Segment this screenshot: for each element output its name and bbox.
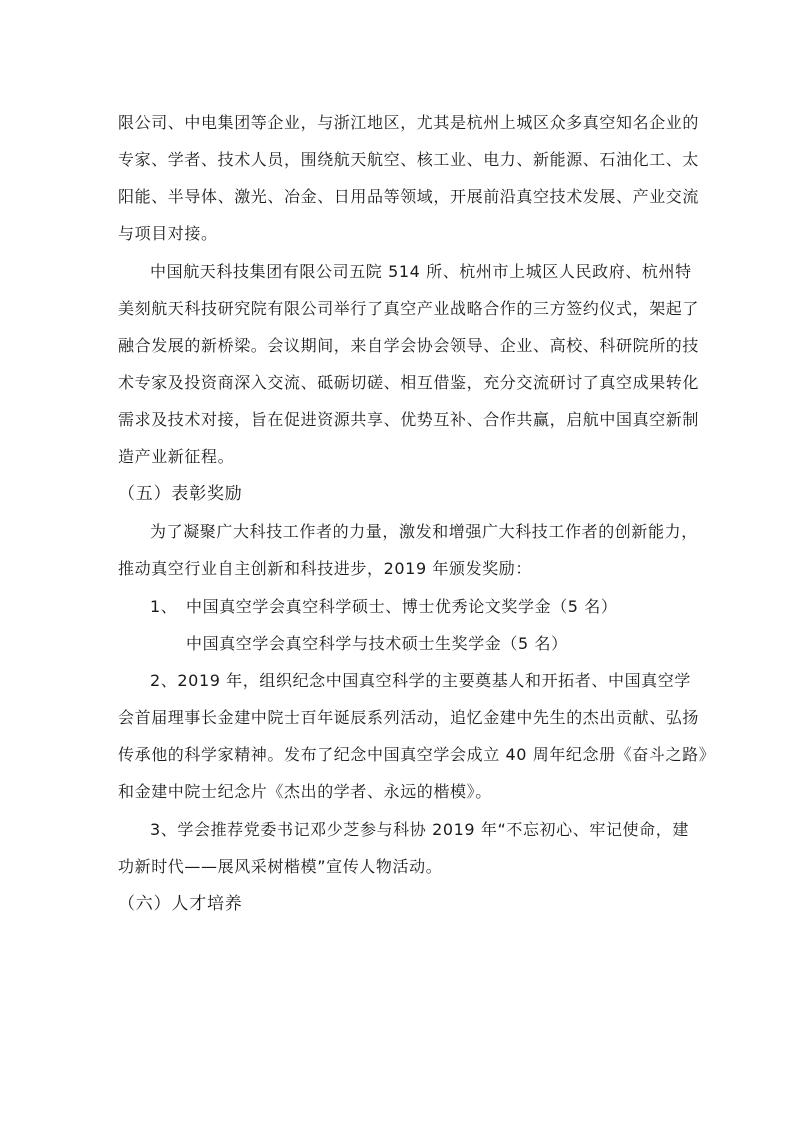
paragraph-line: 和金建中院士纪念片《杰出的学者、永远的楷模》。 [118, 782, 492, 801]
paragraph-line: 融合发展的新桥梁。会议期间，来自学会协会领导、企业、高校、科研院所的技 [118, 336, 700, 355]
paragraph-line: 推动真空行业自主创新和科技进步，2019 年颁发奖励： [118, 559, 533, 578]
paragraph-line: 3、学会推荐党委书记邓少芝参与科协 2019 年“不忘初心、牢记使命，建 [150, 820, 689, 839]
section-heading-talent: （六）人才培养 [118, 894, 243, 914]
award-item-number: 1、 [150, 597, 178, 616]
award-item-1 [150, 597, 617, 617]
paragraph-line: 2、2019 年，组织纪念中国真空科学的主要奠基人和开拓者、中国真空学 [150, 671, 691, 690]
paragraph-line: 阳能、半导体、激光、冶金、日用品等领域，开展前沿真空技术发展、产业交流 [118, 187, 700, 206]
award-item-1-sub: 中国真空学会真空科学与技术硕士生奖学金（5 名） [186, 634, 568, 653]
paragraph-line: 传承他的科学家精神。发布了纪念中国真空学会成立 40 周年纪念册《奋斗之路》 [118, 745, 716, 764]
paragraph-line: 中国航天科技集团有限公司五院 514 所、杭州市上城区人民政府、杭州特 [150, 262, 692, 281]
paragraph-line: 术专家及投资商深入交流、砥砺切磋、相互借鉴，充分交流研讨了真空成果转化 [118, 373, 700, 392]
paragraph-line: 美刻航天科技研究院有限公司举行了真空产业战略合作的三方签约仪式，架起了 [118, 299, 700, 318]
paragraph-line: 专家、学者、技术人员，围绕航天航空、核工业、电力、新能源、石油化工、太 [118, 150, 700, 169]
paragraph-line: 与项目对接。 [118, 224, 218, 243]
paragraph-line: 为了凝聚广大科技工作者的力量，激发和增强广大科技工作者的创新能力， [150, 522, 698, 541]
paragraph-line: 需求及技术对接，旨在促进资源共享、优势互补、合作共赢，启航中国真空新制 [118, 410, 700, 429]
paragraph-line: 会首届理事长金建中院士百年诞辰系列活动，追忆金建中先生的杰出贡献、弘扬 [118, 708, 700, 727]
paragraph-line: 造产业新征程。 [118, 447, 235, 466]
award-item-text: 中国真空学会真空科学硕士、博士优秀论文奖学金（5 名） [186, 597, 618, 616]
paragraph-line: 限公司、中电集团等企业，与浙江地区，尤其是杭州上城区众多真空知名企业的 [118, 113, 700, 132]
section-heading-awards: （五）表彰奖励 [118, 484, 243, 504]
paragraph-line: 功新时代——展风采树楷模”宣传人物活动。 [118, 857, 443, 876]
